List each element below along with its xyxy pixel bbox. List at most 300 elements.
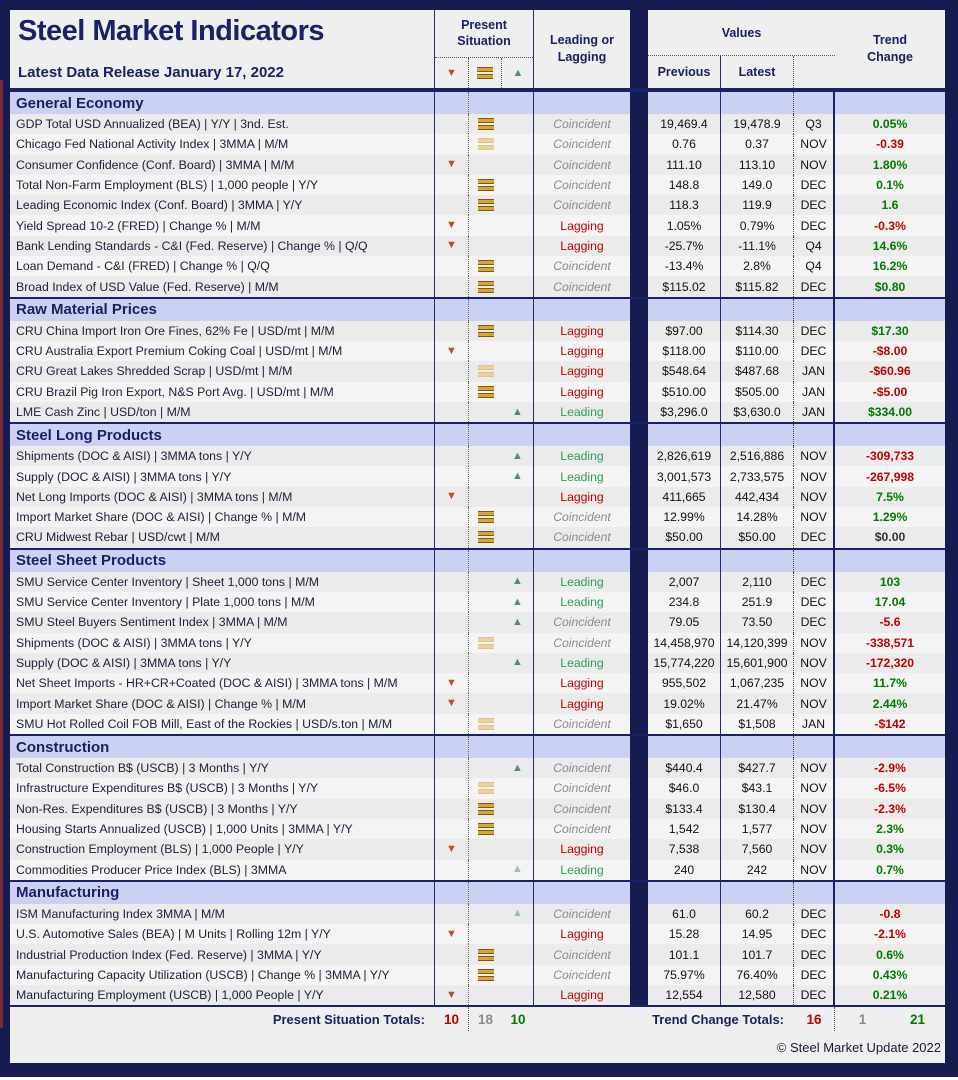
present-situation-up-cell: [502, 361, 534, 381]
present-situation-equal-cell: [469, 155, 502, 175]
indicator-name: Loan Demand - C&I (FRED) | Change % | Q/Q: [10, 256, 435, 276]
present-situation-up-cell: [502, 236, 534, 256]
previous-value: 75.97%: [648, 965, 721, 985]
trend-change-value: -2.1%: [835, 924, 945, 944]
period-label: NOV: [794, 839, 835, 859]
up-triangle-icon: ▲: [512, 761, 523, 774]
present-situation-down-cell: [435, 487, 469, 507]
section-band-cell: [794, 424, 835, 446]
present-situation-down-cell: [435, 175, 469, 195]
present-situation-equal-cell: [469, 653, 502, 673]
trend-change-value: $0.00: [835, 527, 945, 547]
previous-value: $3,296.0: [648, 402, 721, 422]
up-triangle-icon: ▲: [512, 575, 523, 588]
indicator-name: Net Sheet Imports - HR+CR+Coated (DOC & AISI) | 3MMA tons | M/M: [10, 673, 435, 693]
present-situation-up-cell: [502, 175, 534, 195]
previous-column-header: Previous: [648, 56, 721, 88]
present-situation-equal-cell: [469, 714, 502, 734]
timing-label: Coincident: [534, 195, 630, 215]
divider-band: [630, 778, 648, 798]
section-header-row: [10, 880, 945, 904]
up-triangle-icon: ▲: [512, 470, 523, 483]
indicator-name: CRU China Import Iron Ore Fines, 62% Fe | USD/mt | M/M: [10, 321, 435, 341]
divider-band: [630, 944, 648, 964]
trend-change-value: -0.3%: [835, 215, 945, 235]
period-label: NOV: [794, 653, 835, 673]
section-band-cell: [794, 299, 835, 321]
section-band-cell: [835, 550, 945, 572]
divider-band: [630, 341, 648, 361]
indicator-name: Net Long Imports (DOC & AISI) | 3MMA tons | M/M: [10, 487, 435, 507]
divider-band: [630, 527, 648, 547]
equal-icon: [478, 969, 494, 981]
divider-band: [630, 572, 648, 592]
indicator-row: [10, 527, 945, 547]
timing-label: Coincident: [534, 612, 630, 632]
present-situation-down-cell: [435, 778, 469, 798]
divider-band: [630, 195, 648, 215]
indicator-row: [10, 402, 945, 422]
down-triangle-icon: ▼: [446, 219, 457, 232]
previous-value: 79.05: [648, 612, 721, 632]
section-title: Raw Material Prices: [10, 299, 435, 321]
section-band-cell: [534, 736, 630, 758]
period-label: DEC: [794, 195, 835, 215]
timing-label: Lagging: [534, 321, 630, 341]
divider-band: [630, 466, 648, 486]
previous-value: 12,554: [648, 985, 721, 1005]
up-triangle-icon: ▲: [512, 595, 523, 608]
previous-value: 15,774,220: [648, 653, 721, 673]
present-situation-equal-cell: [469, 819, 502, 839]
down-triangle-icon: ▼: [446, 676, 457, 689]
indicator-name: Chicago Fed National Activity Index | 3MMA | M/M: [10, 134, 435, 154]
present-situation-down-cell: [435, 758, 469, 778]
present-situation-header: [435, 10, 534, 88]
indicator-row: [10, 466, 945, 486]
section-band-cell: [835, 299, 945, 321]
present-situation-equal-cell: [469, 195, 502, 215]
equal-icon: [478, 118, 494, 130]
present-situation-equal-cell: [469, 572, 502, 592]
previous-value: 2,007: [648, 572, 721, 592]
previous-value: 240: [648, 860, 721, 880]
period-column-header: [794, 56, 835, 88]
section-title: Steel Sheet Products: [10, 550, 435, 572]
divider-band: [630, 985, 648, 1005]
timing-label: Coincident: [534, 134, 630, 154]
timing-label: Lagging: [534, 693, 630, 713]
section-band-cell: [648, 736, 721, 758]
present-situation-down-cell: [435, 944, 469, 964]
indicator-name: LME Cash Zinc | USD/ton | M/M: [10, 402, 435, 422]
divider-band: [630, 612, 648, 632]
present-situation-up-cell: [502, 402, 534, 422]
period-label: NOV: [794, 758, 835, 778]
latest-value: 73.50: [721, 612, 794, 632]
indicator-name: CRU Great Lakes Shredded Scrap | USD/mt | M/M: [10, 361, 435, 381]
indicator-name: Yield Spread 10-2 (FRED) | Change % | M/M: [10, 215, 435, 235]
latest-value: 2,110: [721, 572, 794, 592]
present-situation-down-cell: [435, 446, 469, 466]
indicator-row: [10, 799, 945, 819]
indicator-row: [10, 819, 945, 839]
latest-column-header: Latest: [721, 56, 794, 88]
indicator-name: Import Market Share (DOC & AISI) | Change % | M/M: [10, 693, 435, 713]
divider-band: [630, 633, 648, 653]
trend-change-value: -309,733: [835, 446, 945, 466]
period-label: DEC: [794, 527, 835, 547]
timing-label: Coincident: [534, 758, 630, 778]
present-situation-down-cell: [435, 819, 469, 839]
present-situation-down-cell: [435, 361, 469, 381]
timing-label: Lagging: [534, 215, 630, 235]
section-band-cell: [435, 424, 469, 446]
timing-label: Lagging: [534, 361, 630, 381]
trend-change-value: 1.29%: [835, 507, 945, 527]
present-situation-up-cell: [502, 527, 534, 547]
trend-change-value: 11.7%: [835, 673, 945, 693]
indicator-row: [10, 693, 945, 713]
present-situation-equal-cell: [469, 693, 502, 713]
present-situation-equal-cell: [469, 839, 502, 859]
indicator-row: [10, 904, 945, 924]
down-triangle-icon: ▼: [446, 697, 457, 710]
indicator-name: Supply (DOC & AISI) | 3MMA tons | Y/Y: [10, 466, 435, 486]
equal-icon: [478, 823, 494, 835]
equal-icon: [478, 782, 494, 794]
trend-change-value: -6.5%: [835, 778, 945, 798]
indicator-row: [10, 446, 945, 466]
trend-change-value: -0.39: [835, 134, 945, 154]
section-band-cell: [721, 92, 794, 114]
trend-change-value: -5.6: [835, 612, 945, 632]
present-situation-equal-cell: [469, 758, 502, 778]
section-band-cell: [469, 92, 502, 114]
timing-label: Coincident: [534, 507, 630, 527]
indicator-name: CRU Australia Export Premium Coking Coal | USD/mt | M/M: [10, 341, 435, 361]
present-situation-down-cell: [435, 985, 469, 1005]
section-band-cell: [435, 736, 469, 758]
section-band-cell: [648, 92, 721, 114]
down-triangle-icon: ▼: [446, 988, 457, 1001]
equal-icon: [478, 949, 494, 961]
indicator-name: Infrastructure Expenditures B$ (USCB) | 3 Months | Y/Y: [10, 778, 435, 798]
section-band-cell: [534, 92, 630, 114]
present-situation-down-cell: [435, 507, 469, 527]
present-situation-equal-cell: [469, 134, 502, 154]
indicator-name: Manufacturing Employment (USCB) | 1,000 People | Y/Y: [10, 985, 435, 1005]
indicator-row: [10, 215, 945, 235]
present-situation-equal-cell: [469, 446, 502, 466]
present-situation-up-cell: [502, 382, 534, 402]
latest-value: 0.37: [721, 134, 794, 154]
timing-label: Coincident: [534, 155, 630, 175]
present-situation-equal-cell: [469, 507, 502, 527]
previous-value: $548.64: [648, 361, 721, 381]
indicator-name: Total Construction B$ (USCB) | 3 Months | Y/Y: [10, 758, 435, 778]
indicator-row: [10, 860, 945, 880]
present-situation-equal-cell: [469, 276, 502, 296]
present-situation-up-cell: [502, 215, 534, 235]
divider-band: [630, 592, 648, 612]
divider-band: [630, 819, 648, 839]
table-body: [10, 90, 945, 1005]
timing-label: Coincident: [534, 714, 630, 734]
indicator-row: [10, 195, 945, 215]
equal-icon: [478, 803, 494, 815]
section-band-cell: [502, 882, 534, 904]
period-label: NOV: [794, 860, 835, 880]
indicator-name: Supply (DOC & AISI) | 3MMA tons | Y/Y: [10, 653, 435, 673]
section-band-cell: [835, 736, 945, 758]
indicator-row: [10, 985, 945, 1005]
table-header: [10, 10, 945, 88]
divider-band: [630, 114, 648, 134]
previous-value: 111.10: [648, 155, 721, 175]
present-situation-down-cell: [435, 195, 469, 215]
indicator-row: [10, 633, 945, 653]
present-situation-up-cell: [502, 134, 534, 154]
section-header-row: [10, 90, 945, 114]
previous-value: $97.00: [648, 321, 721, 341]
divider-band: [630, 134, 648, 154]
section-title: General Economy: [10, 92, 435, 114]
trend-change-value: -$142: [835, 714, 945, 734]
previous-value: $1,650: [648, 714, 721, 734]
present-situation-equal-cell: [469, 236, 502, 256]
indicator-name: Manufacturing Capacity Utilization (USCB) | Change % | 3MMA | Y/Y: [10, 965, 435, 985]
previous-value: -13.4%: [648, 256, 721, 276]
period-label: JAN: [794, 402, 835, 422]
period-label: DEC: [794, 276, 835, 296]
present-down-total: 10: [435, 1007, 469, 1031]
present-situation-equal-cell: [469, 114, 502, 134]
trend-change-value: $17.30: [835, 321, 945, 341]
latest-value: 2,516,886: [721, 446, 794, 466]
indicator-row: [10, 134, 945, 154]
period-label: JAN: [794, 382, 835, 402]
present-up-total: 10: [510, 1011, 526, 1027]
present-situation-up-cell: [502, 195, 534, 215]
indicator-name: Non-Res. Expenditures B$ (USCB) | 3 Months | Y/Y: [10, 799, 435, 819]
previous-value: 0.76: [648, 134, 721, 154]
section-band-cell: [469, 736, 502, 758]
latest-value: $43.1: [721, 778, 794, 798]
trend-change-value: 14.6%: [835, 236, 945, 256]
trend-change-value: -2.9%: [835, 758, 945, 778]
latest-value: 7,560: [721, 839, 794, 859]
divider-band: [630, 92, 648, 114]
section-band-cell: [534, 424, 630, 446]
present-situation-up-cell: [502, 256, 534, 276]
equal-icon: [478, 637, 494, 649]
previous-value: $440.4: [648, 758, 721, 778]
trend-change-value: -338,571: [835, 633, 945, 653]
period-label: NOV: [794, 693, 835, 713]
previous-value: $115.02: [648, 276, 721, 296]
equal-icon: [478, 718, 494, 730]
divider-band: [630, 299, 648, 321]
latest-value: 251.9: [721, 592, 794, 612]
timing-label: Lagging: [534, 341, 630, 361]
period-label: JAN: [794, 361, 835, 381]
indicator-row: [10, 175, 945, 195]
previous-value: $118.00: [648, 341, 721, 361]
present-situation-down-cell: [435, 527, 469, 547]
values-label: Values: [648, 10, 835, 56]
present-situation-up-cell: [502, 860, 534, 880]
indicator-row: [10, 592, 945, 612]
period-label: NOV: [794, 155, 835, 175]
section-band-cell: [469, 550, 502, 572]
indicator-row: [10, 341, 945, 361]
present-situation-down-cell: [435, 215, 469, 235]
divider-band: [630, 402, 648, 422]
period-label: Q4: [794, 256, 835, 276]
present-situation-down-cell: [435, 466, 469, 486]
latest-value: 119.9: [721, 195, 794, 215]
section-band-cell: [721, 736, 794, 758]
down-triangle-icon: ▼: [446, 842, 457, 855]
section-band-cell: [469, 882, 502, 904]
section-band-cell: [721, 299, 794, 321]
present-situation-down-cell: [435, 924, 469, 944]
indicator-row: [10, 839, 945, 859]
divider-band: [630, 904, 648, 924]
timing-label: Leading: [534, 466, 630, 486]
previous-value: 411,665: [648, 487, 721, 507]
divider-band: [630, 758, 648, 778]
section-band-cell: [721, 550, 794, 572]
indicator-name: SMU Steel Buyers Sentiment Index | 3MMA | M/M: [10, 612, 435, 632]
divider-band: [630, 693, 648, 713]
divider-band: [630, 653, 648, 673]
latest-value: $50.00: [721, 527, 794, 547]
equal-icon: [478, 386, 494, 398]
section-band-cell: [534, 882, 630, 904]
trend-change-value: $0.80: [835, 276, 945, 296]
section-band-cell: [721, 424, 794, 446]
previous-value: 1.05%: [648, 215, 721, 235]
up-triangle-icon: ▲: [512, 66, 524, 79]
divider-band: [630, 487, 648, 507]
release-date-subtitle: Latest Data Release January 17, 2022: [18, 64, 284, 81]
up-triangle-icon: ▲: [512, 656, 523, 669]
indicator-row: [10, 944, 945, 964]
present-situation-down-cell: [435, 633, 469, 653]
section-band-cell: [435, 550, 469, 572]
present-situation-legend: [435, 58, 533, 88]
indicator-row: [10, 965, 945, 985]
latest-value: 101.7: [721, 944, 794, 964]
timing-label: Leading: [534, 402, 630, 422]
period-label: JAN: [794, 714, 835, 734]
present-situation-down-cell: [435, 839, 469, 859]
present-situation-down-cell: [435, 276, 469, 296]
up-triangle-icon: ▲: [512, 405, 523, 418]
divider-band: [630, 446, 648, 466]
present-situation-up-cell: [502, 276, 534, 296]
section-header-row: [10, 734, 945, 758]
trend-change-value: 0.6%: [835, 944, 945, 964]
present-situation-equal-cell: [469, 487, 502, 507]
latest-value: $505.00: [721, 382, 794, 402]
timing-label: Lagging: [534, 839, 630, 859]
previous-value: 148.8: [648, 175, 721, 195]
indicator-name: Housing Starts Annualized (USCB) | 1,000 Units | 3MMA | Y/Y: [10, 819, 435, 839]
present-situation-down-cell: [435, 673, 469, 693]
latest-value: 113.10: [721, 155, 794, 175]
indicator-row: [10, 778, 945, 798]
trend-change-header: Trend Change: [867, 33, 913, 64]
latest-value: 19,478.9: [721, 114, 794, 134]
latest-value: $130.4: [721, 799, 794, 819]
latest-value: -11.1%: [721, 236, 794, 256]
section-band-cell: [648, 424, 721, 446]
trend-change-value: -0.8: [835, 904, 945, 924]
present-situation-down-cell: [435, 155, 469, 175]
indicator-name: Total Non-Farm Employment (BLS) | 1,000 people | Y/Y: [10, 175, 435, 195]
period-label: NOV: [794, 819, 835, 839]
section-band-cell: [794, 736, 835, 758]
present-situation-equal-cell: [469, 633, 502, 653]
present-situation-equal-cell: [469, 527, 502, 547]
up-triangle-icon: ▲: [512, 449, 523, 462]
period-label: Q3: [794, 114, 835, 134]
present-situation-totals-label: Present Situation Totals:: [272, 1011, 425, 1027]
present-situation-equal-cell: [469, 361, 502, 381]
up-triangle-icon: ▲: [512, 907, 523, 920]
section-band-cell: [534, 550, 630, 572]
latest-value: 2.8%: [721, 256, 794, 276]
trend-down-total: 16: [794, 1007, 835, 1031]
indicator-row: [10, 653, 945, 673]
trend-change-value: 16.2%: [835, 256, 945, 276]
previous-value: $46.0: [648, 778, 721, 798]
trend-change-value: 103: [835, 572, 945, 592]
previous-value: 14,458,970: [648, 633, 721, 653]
present-situation-up-cell: [502, 155, 534, 175]
period-label: DEC: [794, 215, 835, 235]
indicator-name: GDP Total USD Annualized (BEA) | Y/Y | 3nd. Est.: [10, 114, 435, 134]
period-label: DEC: [794, 592, 835, 612]
divider-band: [630, 361, 648, 381]
divider-band: [630, 276, 648, 296]
title-block: [10, 10, 435, 88]
present-situation-equal-cell: [469, 985, 502, 1005]
previous-value: $510.00: [648, 382, 721, 402]
period-label: NOV: [794, 134, 835, 154]
latest-value: 1,067,235: [721, 673, 794, 693]
trend-change-value: 0.21%: [835, 985, 945, 1005]
timing-label: Coincident: [534, 819, 630, 839]
divider-band: [630, 714, 648, 734]
present-situation-down-cell: [435, 799, 469, 819]
divider-band: [630, 860, 648, 880]
present-situation-up-cell: [502, 714, 534, 734]
latest-value: 21.47%: [721, 693, 794, 713]
timing-label: Coincident: [534, 904, 630, 924]
indicator-row: [10, 276, 945, 296]
latest-value: 60.2: [721, 904, 794, 924]
present-situation-equal-cell: [469, 799, 502, 819]
trend-change-value: 2.3%: [835, 819, 945, 839]
down-triangle-icon: ▼: [446, 158, 457, 171]
present-situation-equal-cell: [469, 382, 502, 402]
timing-label: Leading: [534, 653, 630, 673]
latest-value: 0.79%: [721, 215, 794, 235]
